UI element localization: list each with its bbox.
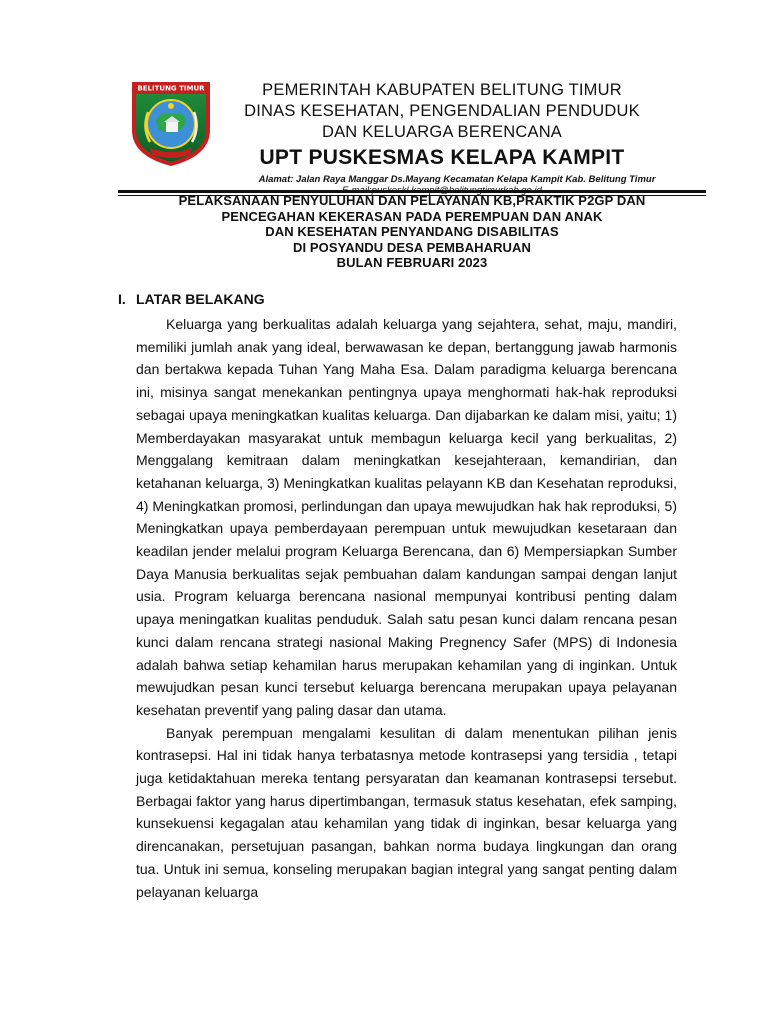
section-title: LATAR BELAKANG xyxy=(136,291,265,307)
letterhead xyxy=(222,80,662,196)
title-line-2: PENCEGAHAN KEKERASAN PADA PEREMPUAN DAN ANAK xyxy=(221,208,603,224)
office-name: UPT PUSKESMAS KELAPA KAMPIT xyxy=(259,146,625,169)
svg-text:BELITUNG TIMUR: BELITUNG TIMUR xyxy=(137,84,205,93)
section-heading xyxy=(118,290,265,308)
paragraph: Keluarga yang berkualitas adalah keluarga yang sejahtera, sehat, maju, mandiri, memiliki jumlah anak yang ideal, berwawasan ke depan, bertanggung jawab harmonis dan bertakwa kepada Tuhan Yang Maha Esa. Dalam paradigma keluarga berencana ini, misinya sangat menekankan pentingnya upaya menghormati hak-hak reproduksi sebagai upaya meningkatkan kualitas keluarga. Dan dijabarkan ke dalam misi, yaitu; 1) Memberdayakan masyarakat untuk membagun keluarga kecil yang berkualitas, 2) Menggalang kemitraan dalam meningkatkan kesejahteraan, kemandirian, dan ketahanan keluarga, 3) Meningkatkan kualitas pelayann KB dan Kesehatan reproduksi, 4) Meningkatkan promosi, perlindungan dan upaya mewujudkan hak hak reproduksi, 5) Meningkatkan upaya pemberdayaan perempuan untuk mewujudkan kesetaraan dan keadilan jender melalui program Keluarga Berencana, dan 6) Mempersiapkan Sumber Daya Manusia berkualitas sejak pembuahan dalam kandungan sampai dengan lanjut usia. Program keluarga berencana nasional mempunyai kontribusi penting dalam upaya meningatkan kualitas penduduk. Salah satu pesan kunci dalam rencana pesan kunci dalam rencana strategi nasional Making Pregnency Safer (MPS) di Indonesia adalah bahwa setiap kehamilan harus merupakan kehamilan yang di inginkan. Untuk mewujudkan pesan kunci tersebut keluarga berencana merupakan upaya pelayanan kesehatan preventif yang paling dasar dan utama. xyxy=(136,316,677,718)
agency-name-line-2: DAN KELUARGA BERENCANA xyxy=(321,123,563,141)
title-line-3: DAN KESEHATAN PENYANDANG DISABILITAS xyxy=(265,224,559,239)
title-line-4: DI POSYANDU DESA PEMBAHARUAN xyxy=(292,239,532,255)
government-name: PEMERINTAH KABUPATEN BELITUNG TIMUR xyxy=(262,81,622,99)
agency-name-line-1: DINAS KESEHATAN, PENGENDALIAN PENDUDUK xyxy=(244,102,640,120)
document-title xyxy=(118,193,706,271)
regency-logo xyxy=(128,78,214,168)
title-line-5: BULAN FEBRUARI 2023 xyxy=(336,255,488,270)
title-line-1: PELAKSANAAN PENYULUHAN DAN PELAYANAN KB,PRAKTIK P2GP DAN xyxy=(178,193,646,208)
section-number: I. xyxy=(118,291,126,307)
section-body xyxy=(136,313,677,903)
office-address: Alamat: Jalan Raya Manggar Ds.Mayang Kecamatan Kelapa Kampit Kab. Belitung Timur xyxy=(258,174,656,185)
paragraph: Banyak perempuan mengalami kesulitan di dalam menentukan pilihan jenis kontrasepsi. Hal ini tidak hanya terbatasnya metode kontrasepsi yang tersidia , tetapi juga ketidaktahuan mereka tentang persyaratan dan keamanan kontrasepsi tersebut. Berbagai faktor yang harus dipertimbangan, termasuk status kesehatan, efek samping, kunsekuensi kegagalan atau kehamilan yang tidak di inginkan, besar keluarga yang direncanakan, persetujuan pasangan, bahkan norma budaya lingkungan dan orang tua. Untuk ini semua, konseling merupakan bagian integral yang sangat penting dalam pelayanan keluarga xyxy=(136,724,677,900)
